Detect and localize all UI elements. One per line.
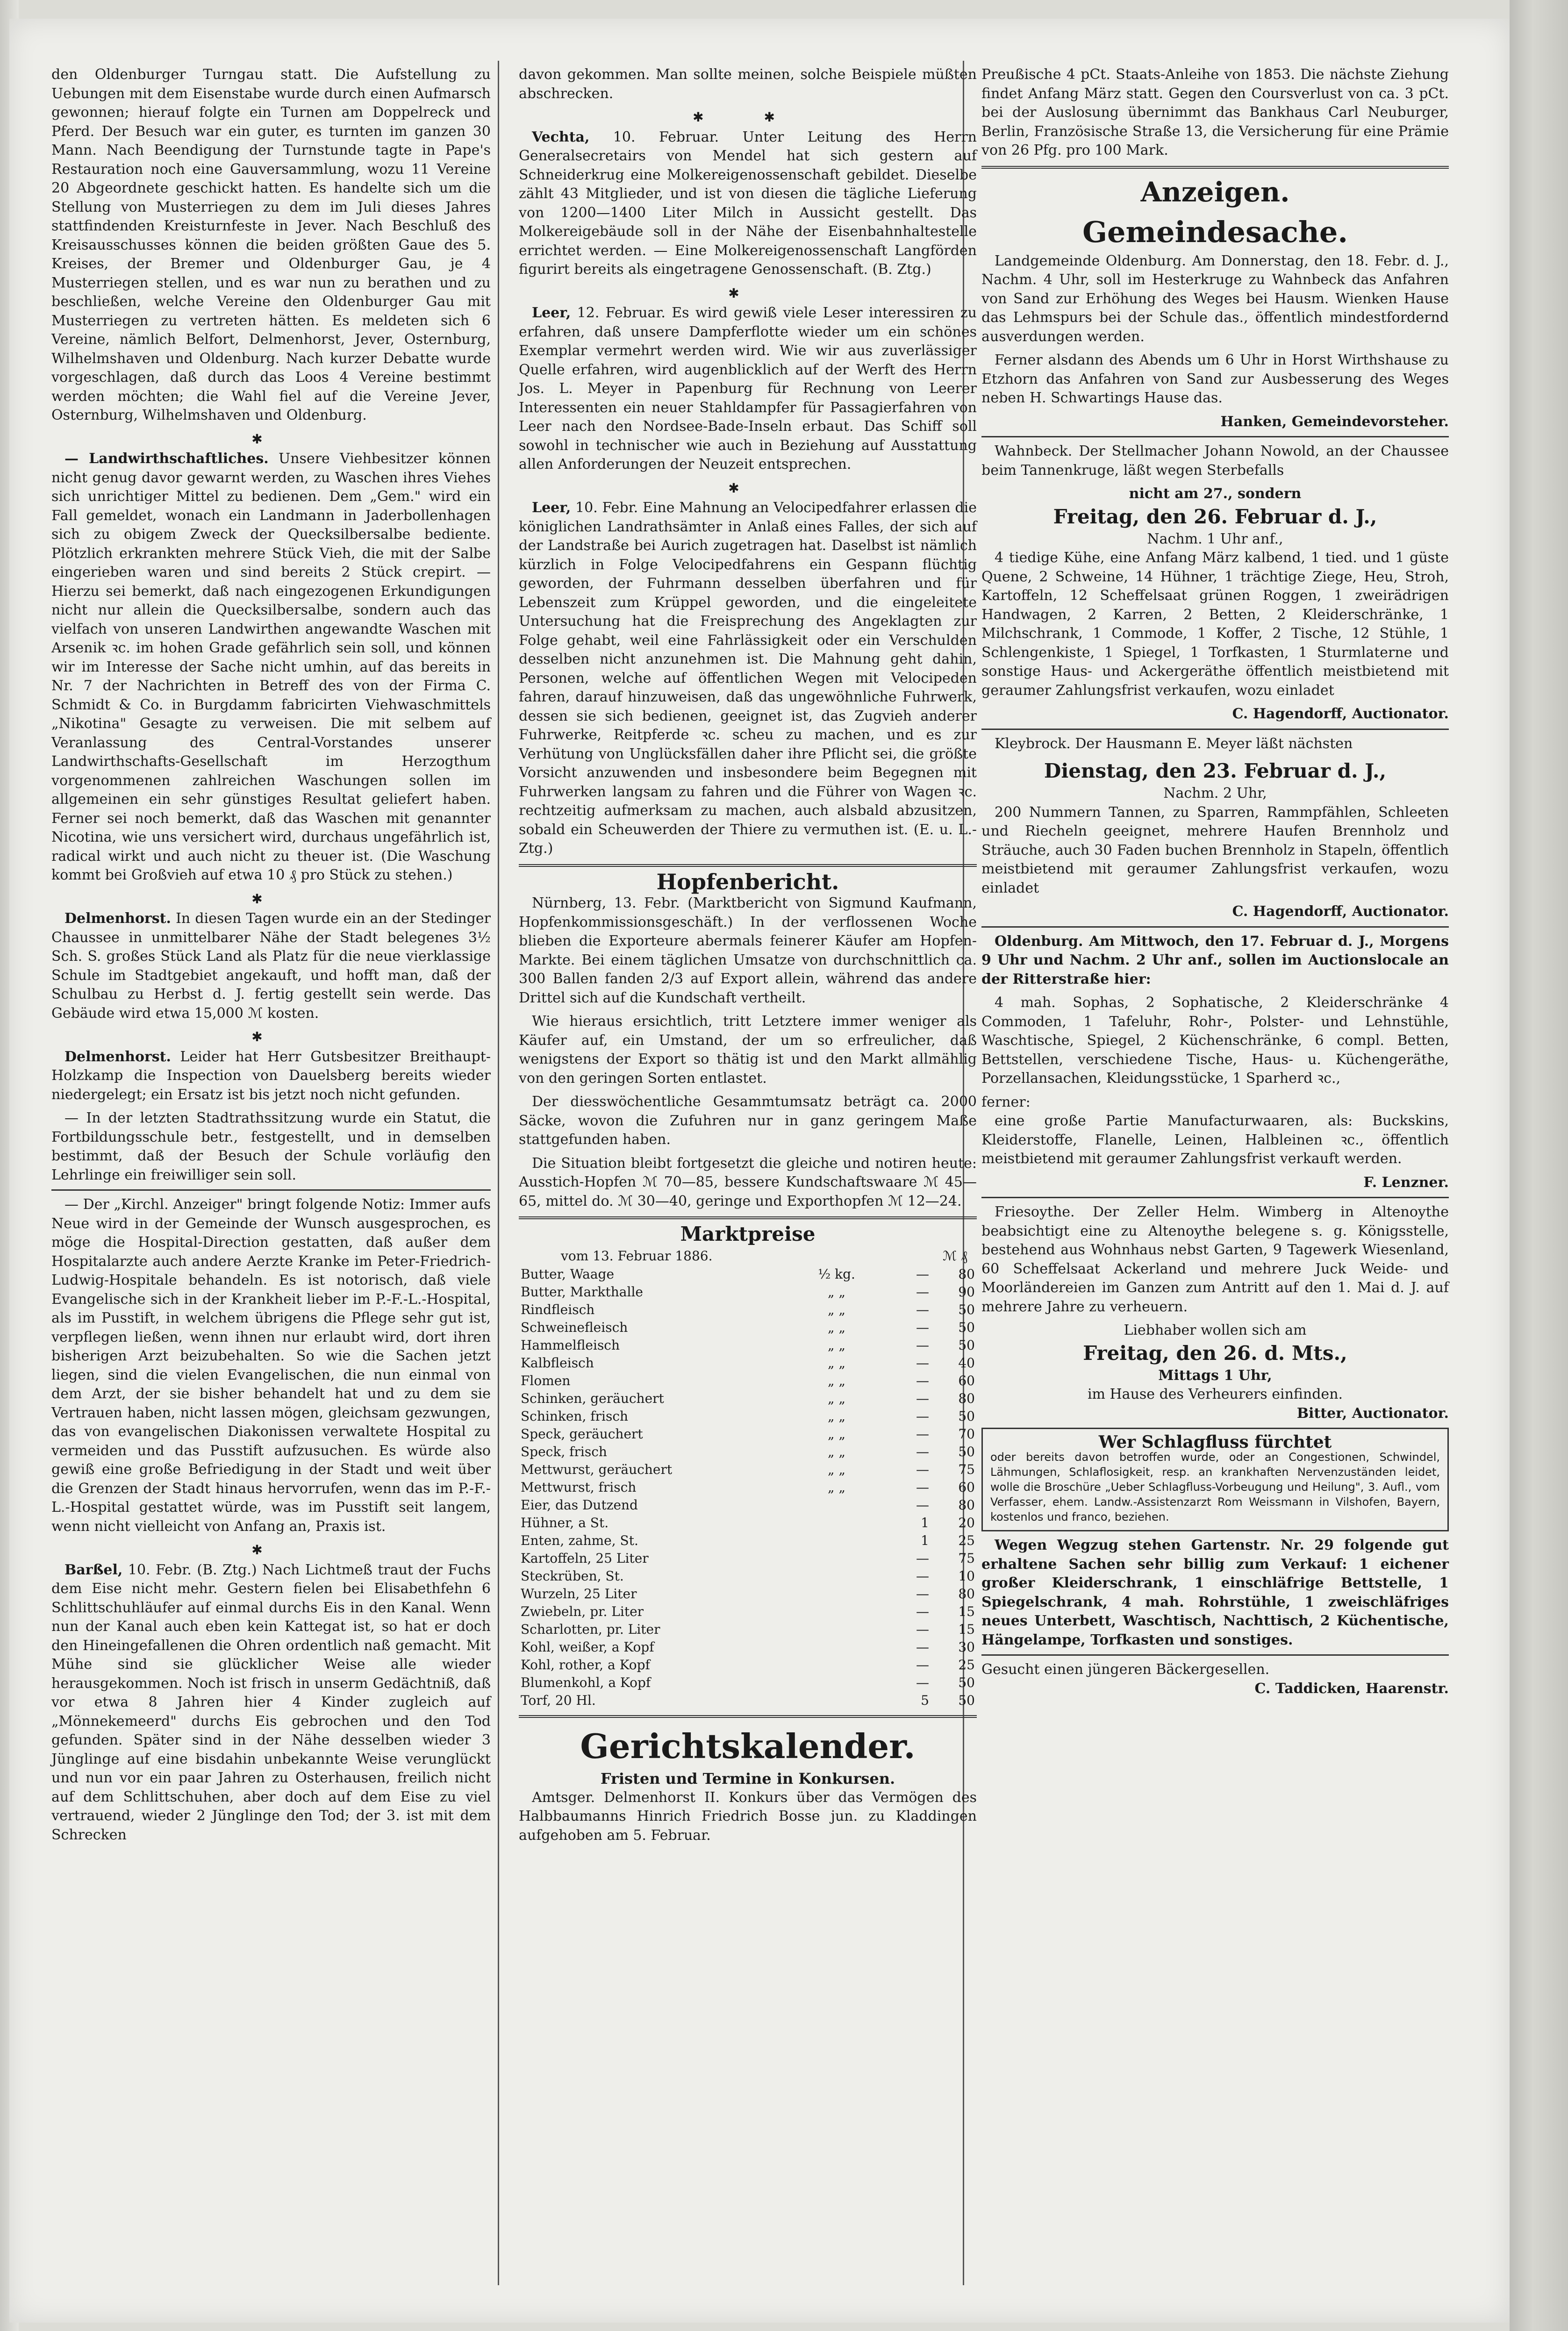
divider [981, 729, 1449, 730]
ad-line: Nachm. 2 Uhr, [1163, 785, 1267, 801]
market-row [519, 1550, 977, 1567]
market-cell-item: Speck, frisch [521, 1444, 607, 1459]
market-cell-m: — [916, 1391, 929, 1406]
market-cell-m: — [916, 1337, 929, 1353]
market-cell-unit [788, 1603, 885, 1621]
divider [519, 1715, 977, 1718]
market-cell-m: — [916, 1639, 929, 1655]
market-row [519, 1425, 977, 1443]
ad-signature: C. Hagendorff, Auctionator. [1232, 706, 1449, 722]
market-cell-m: — [916, 1551, 929, 1566]
market-row [519, 1479, 977, 1496]
market-row [519, 1354, 977, 1372]
article-text: Wie hieraus ersichtlich, tritt Letztere immer weniger als Käufer auf, ein Umstand, der um so erfreulicher, daß wenigstens der Export so thätig ist und den Markt allmählig von den geringen Sorten entlastet. [519, 1013, 977, 1087]
article-text: davon gekommen. Man sollte meinen, solche Beispiele müßten abschrecken. [519, 66, 977, 102]
ad-line: Mittags 1 Uhr, [1158, 1367, 1272, 1384]
market-cell-pf: 50 [958, 1302, 975, 1317]
market-cell-unit [788, 1514, 885, 1532]
market-cell-item: Flomen [521, 1373, 571, 1388]
article [519, 304, 977, 474]
market-cell-unit: „ „ [828, 1284, 845, 1300]
article-text: den Oldenburger Turngau statt. Die Aufstellung zu Uebungen mit dem Eisenstabe wurde durch einen Aufmarsch gewonnen; hierauf folgte ein Turnen am Doppelreck und Pferd. Der Besuch war ein guter, es turnten im ganzen 30 Mann. Nach Beendigung der Turnstunde tagte in Pape's Restauration noch eine Gauversammlung, wozu 11 Vereine 20 Abgeordnete geschickt hatten. Es handelte sich um die Stellung von Musterriegen zu dem im Juli dieses Jahres stattfindenden Kreisturnfeste in Jever. Nach Beschluß des Kreisausschusses können die beiden größten Gaue des 5. Kreises, der Bremer und Oldenburger Gau, je 4 Musterriegen stellen, und es war nun zu berathen und zu beschließen, welche Vereine den Oldenburger Gau mit Musterriegen zu vertreten hätten. Es meldeten sich 6 Vereine, nämlich Belfort, Delmenhorst, Jever, Osternburg, Wilhelmshaven und Oldenburg. Nach kurzer Debatte wurde vorgeschlagen, daß durch das Loos 4 Vereine bestimmt werden möchten; die Wahl fiel auf die Vereine Jever, Osternburg, Wilhelmshaven und Oldenburg. [51, 66, 491, 423]
market-cell-unit: „ „ [828, 1391, 845, 1406]
ad-text: Ferner alsdann des Abends um 6 Uhr in Horst Wirthshause zu Etzhorn das Anfahren von Sand zur Ausbesserung des Weges neben H. Schwartings Hause das. [981, 352, 1449, 406]
market-cell-unit: „ „ [828, 1302, 845, 1317]
market-cell-item: Blumenkohl, a Kopf [521, 1675, 651, 1690]
ad-box-text: oder bereits davon betroffen wurde, oder an Congestionen, Schwindel, Lähmungen, Schlaflosigkeit, resp. an krankhaften Nervenzuständen leidet, wolle die Broschüre „Ueber Schlagfluss-Vorbeugung und Heilung", 3. Aufl., vom Verfasser, ehem. Landw.-Assistenzarzt Rom Weissmann in Vilshofen, Bayern, kostenlos und franco, beziehen. [990, 1451, 1440, 1523]
market-cell-m: — [916, 1480, 929, 1495]
article-text: 10. Februar. Unter Leitung des Herrn Generalsecretairs von Mendel hat sich gestern auf Schneiderkrug eine Molkereigenossenschaft gebildet. Dieselbe zählt 43 Mitglieder, und ist von diesen die tägliche Lieferung von 1200—1400 Liter Milch in Aussicht gestellt. Das Molkereigebäude soll in der Nähe der Eisenbahnhaltestelle errichtet werden. — Eine Molkereigenossenschaft Langförden figurirt bereits als eingetragene Genossenschaft. (B. Ztg.) [519, 129, 977, 278]
market-cell-item: Rindfleisch [521, 1302, 595, 1317]
market-cell-m: — [916, 1409, 929, 1424]
ad-text: 4 mah. Sophas, 2 Sophatische, 2 Kleiderschränke 4 Commoden, 1 Tafeluhr, Rohr-, Polster- und Lehnstühle, Waschtische, Spiegel, 2 Küchenschränke, 6 compl. Betten, Bettstellen, verschiedene Tische, Haus- u. Küchengeräthe, Porzellansachen, Kleidungsstücke, 1 Sparherd ꝛc., [981, 994, 1449, 1087]
market-row [519, 1283, 977, 1301]
market-cell-unit: „ „ [828, 1373, 845, 1388]
market-cell-m: — [916, 1568, 929, 1584]
market-cell-item: Steckrüben, St. [521, 1568, 624, 1584]
ad-signature: Hanken, Gemeindevorsteher. [1220, 413, 1449, 430]
notice-text: Preußische 4 pCt. Staats-Anleihe von 1853. Die nächste Ziehung findet Anfang März statt. Gegen den Coursverlust von ca. 3 pCt. bei der Auslosung übernimmt das Bankhaus Carl Neuburger, Berlin, Französische Straße 13, die Versicherung für eine Prämie von 26 Pfg. pro 100 Mark. [981, 66, 1449, 158]
market-cell-m: — [916, 1266, 929, 1282]
market-cell-pf: 50 [958, 1409, 975, 1424]
divider [51, 1189, 491, 1191]
article [519, 128, 977, 279]
article-text: 12. Februar. Es wird gewiß viele Leser interessiren zu erfahren, daß unsere Dampferflotte wieder um ein schönes Exemplar vermehrt werden wird. Wie wir aus zuverlässiger Quelle erfahren, wird augenblicklich auf der Werft des Herrn Jos. L. Meyer in Papenburg für Rechnung von Leerer Interessenten ein neuer Stahldampfer für Passagierfahren von Leer nach den Nordsee-Bade-Inseln erbaut. Das Schiff soll sowohl in technischer wie auch in Beziehung auf Ausstattung allen Anforderungen der Neuzeit entsprechen. [519, 305, 977, 472]
market-cell-pf: 90 [958, 1284, 975, 1300]
market-row [519, 1390, 977, 1408]
market-cell-item: Scharlotten, pr. Liter [521, 1622, 660, 1637]
divider [981, 166, 1449, 169]
market-cell-unit: ½ kg. [818, 1266, 855, 1282]
article-text: Unsere Viehbesitzer können nicht genug davor gewarnt werden, zu Waschen ihres Viehes sich unrichtiger Mittel zu bedienen. Dem „Gem." wird ein Fall gemeldet, wonach ein Landmann in Jaderbollenhagen sich zu obigem Zweck der Quecksilbersalbe bediente. Plötzlich erkrankten mehrere Stück Vieh, die mit der Salbe eingerieben waren und sind bereits 2 Stück crepirt. — Hierzu sei bemerkt, daß nach eingezogenen Erkundigungen nicht nur allein die Quecksilbersalbe, sondern auch das vielfach von unseren Landwirthen angewandte Waschen mit Arsenik ꝛc. im hohen Grade gefährlich sein soll, und können wir im Interesse der Sache nicht umhin, auf das bereits in Nr. 7 der Nachrichten in Betreff des von der Firma C. Schmidt & Co. in Burgdamm fabricirten Viehwaschmittels „Nikotina" Gesagte zu verweisen. Die mit selbem auf Veranlassung des Central-Vorstandes unserer Landwirthschafts-Gesellschaft im Herzogthum vorgenommenen zahlreichen Waschungen sollen im allgemeinen ein sehr günstiges Resultat geliefert haben. Ferner sei noch bemerkt, daß das Waschen mit genannter Nicotina, wie uns versichert wird, durchaus ungefährlich ist, radical wirkt und auch nicht zu theuer ist. (Die Waschung kommt bei Großvieh auf etwa 10 ₰ pro Stück zu stehen.) [51, 450, 491, 883]
market-cell-m: 1 [921, 1533, 929, 1548]
market-cell-unit: „ „ [828, 1462, 845, 1477]
article-text: Amtsger. Delmenhorst II. Konkurs über das Vermögen des Halbbaumanns Hinrich Friedrich Bosse jun. zu Kladdingen aufgehoben am 5. Februar. [519, 1789, 977, 1844]
separator-stars: ✱ [251, 1029, 291, 1044]
separator-stars: ✱ [728, 285, 767, 301]
market-cell-m: — [916, 1302, 929, 1317]
article [51, 909, 491, 1023]
market-row [519, 1638, 977, 1656]
market-cell-unit: „ „ [828, 1320, 845, 1335]
ad-text: Wahnbeck. Der Stellmacher Johann Nowold, an der Chaussee beim Tannenkruge, läßt wegen Sterbefalls [981, 443, 1449, 479]
ad-text: Landgemeinde Oldenburg. Am Donnerstag, den 18. Febr. d. J., Nachm. 4 Uhr, soll im Hesterkruge zu Wahnbeck das Anfahren von Sand zur Erhöhung des Weges bei Hausm. Wienken Hause das Lehmspurs bei der Schule das., öffentlich mindestfordernd ausverdungen werden. [981, 252, 1449, 345]
market-cell-unit [788, 1532, 885, 1550]
market-cell-item: Kartoffeln, 25 Liter [521, 1551, 649, 1566]
market-cell-item: Torf, 20 Hl. [521, 1693, 596, 1708]
market-row [519, 1567, 977, 1585]
market-row [519, 1603, 977, 1621]
market-cell-pf: 80 [958, 1266, 975, 1282]
market-row [519, 1692, 977, 1709]
divider [981, 436, 1449, 437]
market-cell-unit [788, 1496, 885, 1514]
ad-line: im Hause des Verheurers einfinden. [1087, 1386, 1343, 1402]
market-cell-item: Schweinefleisch [521, 1320, 628, 1335]
market-cell-item: Schinken, frisch [521, 1409, 629, 1424]
market-cell-unit: „ „ [828, 1355, 845, 1371]
market-cell-unit [788, 1656, 885, 1674]
separator-stars: ✱ [251, 1542, 291, 1558]
ad-text: Oldenburg. Am Mittwoch, den 17. Februar d. J., Morgens 9 Uhr und Nachm. 2 Uhr anf., sollen im Auctionslocale an der Ritterstraße hier: [981, 933, 1449, 987]
market-cell-item: Zwiebeln, pr. Liter [521, 1604, 644, 1619]
article-text: Die Situation bleibt fortgesetzt die gleiche und notiren heute: Ausstich-Hopfen ℳ 70—85, bessere Kundschaftswaare ℳ 45—65, mittel do. ℳ 30—40, geringe und Exporthopfen ℳ 12—24. [519, 1155, 977, 1209]
market-cell-pf: 20 [958, 1515, 975, 1530]
market-cell-item: Kohl, rother, a Kopf [521, 1657, 650, 1673]
article-text: 10. Febr. Eine Mahnung an Velocipedfahrer erlassen die königlichen Landrathsämter in Anlaß eines Falles, der sich auf der Landstraße bei Aurich zugetragen hat. Daselbst ist nämlich kürzlich in Folge Velocipedfahrens ein Gespann flüchtig geworden, der Fuhrmann desselben überfahren und für Lebenszeit zum Krüppel geworden, und die eingeleitete Untersuchung hat die Freisprechung des Angeklagten zur Folge gehabt, weil eine Fahrlässigkeit oder ein Verschulden desselben nicht anzunehmen ist. Die Mahnung geht dahin, Personen, welche auf öffentlichen Wegen mit Velocipeden fahren, darauf hinzuweisen, daß das ungewöhnliche Fuhrwerk, dessen sie sich bedienen, geeignet ist, das Zugvieh anderer Fuhrwerke, Reitpferde ꝛc. scheu zu machen, und es zur Verhütung von Unglücksfällen daher ihre Pflicht sei, die größte Vorsicht anzuwenden und insbesondere beim Begegnen mit Fuhrwerken langsam zu fahren und die Führer von Wagen ꝛc. rechtzeitig aufmerksam zu machen, auch alsbald abzusitzen, sobald ein Scheuwerden der Thiere zu vermuthen ist. (E. u. L.-Ztg.) [519, 500, 977, 857]
ad-date: Freitag, den 26. d. Mts., [1083, 1341, 1347, 1365]
market-row [519, 1372, 977, 1390]
ad-signature: Bitter, Auctionator. [1296, 1405, 1449, 1422]
market-cell-item: Wurzeln, 25 Liter [521, 1586, 637, 1602]
section-title: Anzeigen. [1140, 176, 1290, 208]
market-cell-unit [788, 1567, 885, 1585]
market-cell-pf: 50 [958, 1444, 975, 1459]
separator-stars: ✱ [251, 431, 291, 447]
market-row [519, 1408, 977, 1425]
article-text: — Der „Kirchl. Anzeiger" bringt folgende Notiz: Immer aufs Neue wird in der Gemeinde der Wunsch ausgesprochen, es möge die Hospital-Direction gestatten, daß außer dem Hospitalarzte auch andere Aerzte Kranke im Peter-Friedrich-Ludwig-Hospitale behandeln. Es ist notorisch, daß viele Evangelische sich in der Krankheit lieber im P.-F.-L.-Hospital, als im Pusstift, in welchem übrigens die Pflege sehr gut ist, verpflegen ließen, wenn ihnen nur erlaubt wird, dort ihren bisherigen Arzt beizubehalten. So wie die Sachen jetzt liegen, sind die vielen Evangelischen, die nun einmal von dem Arzt, der sie bisher behandelt hat und zu dem sie Vertrauen haben, nicht lassen mögen, gleichsam gezwungen, das von evangelischen Diakonissen verwaltete Hospital zu vermeiden und das Pusstift aufzusuchen. Es würde also gewiß eine große Befriedigung in der Stadt und weit über die Grenzen der Stadt hinaus hervorrufen, wenn das im P.-F.-L.-Hospital gestattet würde, was im Pusstift seit langem, wenn nicht vielleicht von Anfang an, Praxis ist. [51, 1196, 491, 1535]
market-row [519, 1496, 977, 1514]
market-row [519, 1674, 977, 1692]
market-cell-pf: 50 [958, 1675, 975, 1690]
article-title: Delmenhorst. [64, 1048, 171, 1065]
ad-signature: C. Taddicken, Haarenstr. [1254, 1680, 1449, 1697]
article-text: — In der letzten Stadtrathssitzung wurde ein Statut, die Fortbildungsschule betr., festgestellt, und in demselben bestimmt, daß der Besuch der Schule vorläufig den Lehrlinge ein freiwilliger sein soll. [51, 1110, 491, 1183]
ad-text: 200 Nummern Tannen, zu Sparren, Rammpfählen, Schleeten und Riecheln geeignet, mehrere Haufen Brennholz und Sträuche, auch 30 Faden buchen Brennholz in Stapeln, öffentlich meistbietend mit geraumer Zahlungsfrist verkaufen, wozu einladet [981, 804, 1449, 896]
market-cell-pf: 30 [958, 1639, 975, 1655]
section-title: Gerichtskalender. [580, 1726, 916, 1766]
market-cell-m: — [916, 1426, 929, 1442]
market-cell-unit [788, 1585, 885, 1603]
article-title: — Landwirthschaftliches. [64, 450, 269, 467]
market-cell-item: Mettwurst, geräuchert [521, 1462, 673, 1477]
article-title: Leer, [532, 500, 571, 516]
market-cell-m: — [916, 1675, 929, 1690]
market-cell-pf: 75 [958, 1551, 975, 1566]
article [51, 450, 491, 885]
divider [981, 1654, 1449, 1656]
market-row [519, 1301, 977, 1319]
ad-box [981, 1428, 1449, 1531]
market-cell-pf: 40 [958, 1355, 975, 1371]
market-cell-pf: 50 [958, 1693, 975, 1708]
section-subtitle: Fristen und Termine in Konkursen. [600, 1770, 895, 1788]
market-cell-unit [788, 1638, 885, 1656]
market-cell-pf: 80 [958, 1586, 975, 1602]
column-2 [519, 65, 977, 1850]
market-cell-unit: „ „ [828, 1426, 845, 1442]
ad-box-title: Wer Schlagfluss fürchtet [1098, 1432, 1332, 1452]
ad-text: Gesucht einen jüngeren Bäckergesellen. [981, 1661, 1270, 1678]
ad-line: Liebhaber wollen sich am [1124, 1322, 1307, 1338]
market-cell-m: — [916, 1657, 929, 1673]
divider [981, 926, 1449, 928]
section-title: Hopfenbericht. [656, 869, 839, 894]
market-cell-pf: 15 [958, 1604, 975, 1619]
market-cell-pf: 60 [958, 1373, 975, 1388]
section-subtitle: Gemeindesache. [1082, 215, 1348, 249]
ad-text: eine große Partie Manufacturwaaren, als: Buckskins, Kleiderstoffe, Flanelle, Leinen, Halbleinen ꝛc., öffentlich meistbietend mit geraumer Zahlungsfrist verkauft werden. [981, 1113, 1449, 1167]
market-cell-unit: „ „ [828, 1409, 845, 1424]
market-row [519, 1319, 977, 1337]
market-row [519, 1337, 977, 1354]
market-cell-m: — [916, 1586, 929, 1602]
article [51, 1048, 491, 1105]
market-cell-m: — [916, 1355, 929, 1371]
market-cell-item: Schinken, geräuchert [521, 1391, 664, 1406]
column-1 [51, 65, 491, 1849]
market-row [519, 1656, 977, 1674]
market-cell-item: Hühner, a St. [521, 1515, 609, 1530]
ad-line: ferner: [981, 1094, 1031, 1110]
market-cell-item: Butter, Waage [521, 1266, 615, 1282]
market-cell-pf: 60 [958, 1480, 975, 1495]
market-cell-m: — [916, 1497, 929, 1513]
market-cell-unit: „ „ [828, 1337, 845, 1353]
column-3 [981, 65, 1449, 1698]
market-cell-m: — [916, 1284, 929, 1300]
market-cell-item: Mettwurst, frisch [521, 1480, 637, 1495]
ad-signature: C. Hagendorff, Auctionator. [1232, 903, 1449, 920]
market-cell-unit [788, 1674, 885, 1692]
market-row [519, 1621, 977, 1638]
section-title: Marktpreise [680, 1223, 816, 1245]
divider [981, 1197, 1449, 1198]
market-cell-m: 5 [921, 1693, 929, 1708]
ad-text: Wegen Wegzug stehen Gartenstr. Nr. 29 folgende gut erhaltene Sachen sehr billig zum Verkauf: 1 eichener großer Kleiderschrank, 1 einschläfrige Bettstelle, 1 Spiegelschrank, 4 mah. Rohrstühle, 1 zweischläfriges neues Unterbett, Waschtisch, Nachttisch, 2 Küchentische, Hängelampe, Torfkasten und sonstiges. [981, 1537, 1449, 1648]
separator-stars: ✱ ✱ [693, 109, 803, 125]
market-cell-item: Eier, das Dutzend [521, 1497, 638, 1513]
market-cell-pf: 50 [958, 1320, 975, 1335]
market-cell-unit: „ „ [828, 1444, 845, 1459]
market-cell-unit [788, 1550, 885, 1567]
article-title: Delmenhorst. [64, 910, 171, 927]
market-date: vom 13. Februar 1886. [561, 1248, 713, 1264]
market-cell-item: Hammelfleisch [521, 1337, 620, 1353]
column-rule [498, 61, 499, 2285]
market-cell-unit: „ „ [828, 1480, 845, 1495]
market-row [519, 1514, 977, 1532]
market-cell-item: Enten, zahme, St. [521, 1533, 638, 1548]
article-text: 10. Febr. (B. Ztg.) Nach Lichtmeß traut der Fuchs dem Eise nicht mehr. Gestern fielen bei Elisabethfehn 6 Schlittschuhläufer auf einmal durchs Eis in den Kanal. Wenn nun der Kanal auch eben kein Kattegat ist, so hat er doch den Hineingefallenen die Ohren ordentlich naß gemacht. Mit Mühe sind sie glücklicher Weise alle wieder herausgekommen. Noch ist frisch in unserm Gedächtniß, daß vor etwa 8 Jahren hier 4 Kinder zugleich auf „Mönnekemeerd" durchs Eis gebrochen und den Tod gefunden. Später sind in der Nähe desselben wieder 3 Jünglinge auf eine bisdahin unbekannte Weise verunglückt und nun vor ein paar Jahren zu Osterhausen, freilich nicht auf dem Schlittschuhen, aber doch auf dem Eise zu viel vertrauend, wieder 2 Jünglinge den Tod; der 3. ist mit dem Schrecken [51, 1561, 491, 1843]
article [519, 499, 977, 858]
market-row [519, 1532, 977, 1550]
separator-stars: ✱ [251, 891, 291, 907]
market-cell-unit [788, 1692, 885, 1709]
market-cell-m: — [916, 1444, 929, 1459]
market-cell-m: 1 [921, 1515, 929, 1530]
market-cell-pf: 50 [958, 1337, 975, 1353]
ad-text: Kleybrock. Der Hausmann E. Meyer läßt nächsten [995, 735, 1353, 752]
market-cell-m: — [916, 1604, 929, 1619]
ad-line: nicht am 27., sondern [1129, 486, 1302, 502]
article-text: Der diesswöchentliche Gesammtumsatz beträgt ca. 2000 Säcke, wovon die Zufuhren nur in ganz geringem Maße stattgefunden haben. [519, 1094, 977, 1148]
market-row [519, 1266, 977, 1283]
market-cell-pf: 10 [958, 1568, 975, 1584]
market-cell-pf: 25 [958, 1533, 975, 1548]
market-unit: ℳ ₰ [943, 1248, 967, 1264]
market-row [519, 1585, 977, 1603]
market-cell-item: Speck, geräuchert [521, 1426, 643, 1442]
market-cell-m: — [916, 1462, 929, 1477]
page-right-edge [1510, 0, 1568, 2331]
article-title: Vechta, [532, 129, 590, 145]
market-cell-pf: 70 [958, 1426, 975, 1442]
article-title: Leer, [532, 305, 571, 321]
article-text: Nürnberg, 13. Febr. (Marktbericht von Sigmund Kaufmann, Hopfenkommissionsgeschäft.) In der verflossenen Woche blieben die Exporteure abermals feinerer Käufer am Hopfen-Markte. Bei einem täglichen Umsatze von durchschnittlich ca. 300 Ballen fanden 2/3 auf Export allein, während das andere Drittel sich auf die Kundschaft vertheilt. [519, 895, 977, 1006]
article-text: Leider hat Herr Gutsbesitzer Breithaupt-Holzkamp die Inspection von Dauelsberg bereits wieder niedergelegt; ein Ersatz ist bis jetzt noch nicht gefunden. [51, 1048, 491, 1103]
market-cell-pf: 80 [958, 1497, 975, 1513]
ad-text: 4 tiedige Kühe, eine Anfang März kalbend, 1 tied. und 1 güste Quene, 2 Schweine, 14 Hühner, 1 trächtige Ziege, Heu, Stroh, Kartoffeln, 12 Scheffelsaat grünen Roggen, 1 zweirädrigen Handwagen, 2 Karren, 2 Betten, 2 Kleiderschränke, 1 Milchschrank, 1 Commode, 1 Koffer, 2 Tische, 12 Stühle, 1 Schlengenkiste, 1 Spiegel, 1 Torfkasten, 1 Sturmlaterne und sonstige Haus- und Ackergeräthe öffentlich meistbietend mit geraumer Zahlungsfrist verkaufen, wozu einladet [981, 550, 1449, 699]
market-cell-m: — [916, 1320, 929, 1335]
ad-line: Nachm. 1 Uhr anf., [1147, 530, 1283, 547]
market-cell-item: Butter, Markthalle [521, 1284, 643, 1300]
market-row [519, 1461, 977, 1479]
market-cell-item: Kalbfleisch [521, 1355, 594, 1371]
market-cell-pf: 75 [958, 1462, 975, 1477]
divider [519, 864, 977, 867]
ad-text: Friesoythe. Der Zeller Helm. Wimberg in Altenoythe beabsichtigt eine zu Altenoythe belegene s. g. Königsstelle, bestehend aus Wohnhaus nebst Garten, 9 Tagewerk Wiesenland, 60 Scheffelsaat Ackerland und mehrere Juck Weide- und Moorländereien im Ganzen zum Antritt auf den 1. Mai d. J. auf mehrere Jahre zu verheuern. [981, 1204, 1449, 1315]
market-cell-pf: 80 [958, 1391, 975, 1406]
market-cell-m: — [916, 1373, 929, 1388]
market-cell-m: — [916, 1622, 929, 1637]
ad-signature: F. Lenzner. [1363, 1174, 1449, 1191]
article-title: Barßel, [64, 1561, 123, 1578]
newspaper-page [9, 19, 1510, 2323]
article-text: In diesen Tagen wurde ein an der Stedinger Chaussee in unmittelbarer Nähe der Stadt belegenes 3½ Sch. S. großes Stück Land als Platz für die neue vierklassige Schule im Stadtgebiet angekauft, und hofft man, daß der Schulbau zu Herbst d. J. fertig gestellt sein werde. Das Gebäude wird etwa 15,000 ℳ kosten. [51, 910, 491, 1022]
market-price-table [519, 1266, 977, 1709]
market-cell-pf: 15 [958, 1622, 975, 1637]
separator-stars: ✱ [728, 480, 767, 496]
market-cell-item: Kohl, weißer, a Kopf [521, 1639, 654, 1655]
article [51, 1561, 491, 1845]
market-cell-pf: 25 [958, 1657, 975, 1673]
divider [519, 1216, 977, 1219]
ad-date: Dienstag, den 23. Februar d. J., [1044, 759, 1387, 782]
ad-date: Freitag, den 26. Februar d. J., [1053, 505, 1377, 528]
market-row [519, 1443, 977, 1461]
market-cell-unit [788, 1621, 885, 1638]
market-header [519, 1247, 977, 1266]
